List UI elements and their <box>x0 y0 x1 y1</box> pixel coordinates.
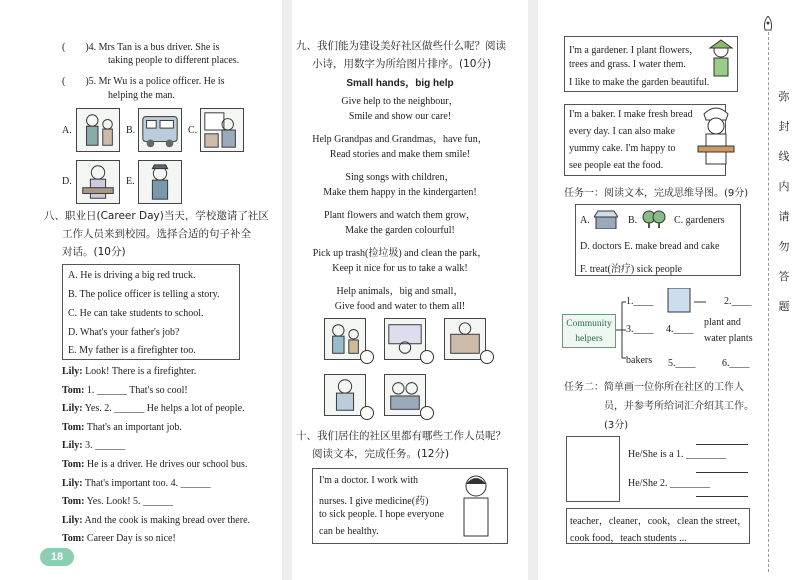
poem-line: Read stories and make them smile! <box>329 149 471 160</box>
picture-c <box>200 108 244 152</box>
option-e: E. My father is a firefighter too. <box>68 345 196 356</box>
picture-b <box>138 108 182 152</box>
baker-line: every day. I can also make <box>569 126 675 137</box>
pic-label-d: D. <box>62 176 72 187</box>
dialog <box>62 366 250 552</box>
pic-label-c: C. <box>188 125 198 136</box>
poem-line: Pick up trash(捡垃圾) and clean the park， <box>312 248 488 259</box>
poem-line: Sing songs with children， <box>345 172 455 183</box>
poem-line: Plant flowers and watch them grow， <box>324 210 476 221</box>
answer-circle[interactable] <box>480 350 494 364</box>
picture-e <box>138 160 182 204</box>
heshe-line-1: He/She is a 1. ________ <box>628 449 727 460</box>
baker-line: yummy cake. I'm happy to <box>569 143 676 154</box>
pic-label-a: A. <box>62 125 72 136</box>
doctor-line: nurses. I give medicine(药) <box>319 496 429 507</box>
answer-circle[interactable] <box>360 406 374 420</box>
option-d: D. What's your father's job? <box>68 327 180 338</box>
writing-line[interactable] <box>696 496 748 497</box>
doctor-line: to sick people. I hope everyone <box>319 509 444 520</box>
task2-title-3: (3分) <box>604 420 629 431</box>
sec8-title-3: 对话。(10分) <box>62 246 126 258</box>
doctor-line: I'm a doctor. I work with <box>319 475 419 486</box>
picture-d <box>76 160 120 204</box>
margin-notice: 弥 封 线 内 请 勿 答 题 <box>778 90 790 313</box>
word-bank-line: teacher，cleaner，cook，clean the street， <box>570 516 748 527</box>
poem <box>290 92 510 320</box>
answer-circle[interactable] <box>360 350 374 364</box>
word-bank-line: cook food，teach students ... <box>570 533 687 544</box>
task2-title-1: 任务二：简单画一位你所在社区的工作人 <box>564 382 744 393</box>
poem-line: Give food and water to them all! <box>334 301 466 312</box>
doctor-illustration <box>458 472 494 540</box>
q5-line: ( )5. Mr Wu is a police officer. He is <box>62 76 225 87</box>
map-label-2: 2.____ <box>724 296 752 307</box>
rocket-icon <box>763 16 773 34</box>
sec8-title-2: 工作人员来到校园。选择合适的句子补全 <box>62 228 251 240</box>
baker-line: I'm a baker. I make fresh bread <box>569 109 693 120</box>
poem-line: Give help to the neighbour， <box>341 96 459 107</box>
pic-label-e: E. <box>126 176 135 187</box>
dialog-line: Tom: 1. ______ That's so cool! <box>62 384 188 396</box>
sec8-options-box <box>62 264 240 360</box>
task1-options-box <box>575 204 741 276</box>
baker-illustration <box>694 104 738 170</box>
map-label-3: 3.____ <box>626 324 654 335</box>
store-icon <box>594 209 618 229</box>
task1-opt-a: A. <box>580 215 590 226</box>
poem-line: Make them happy in the kindergarten! <box>323 187 477 198</box>
poem-title: Small hands，big help <box>346 78 454 89</box>
dialog-line: Lily: And the cook is making bread over there. <box>62 514 251 526</box>
answer-circle[interactable] <box>420 406 434 420</box>
dialog-line: Lily: Look! There is a firefighter. <box>62 366 197 377</box>
map-label-4: 4.____ <box>666 324 694 335</box>
task1-title: 任务一：阅读文本，完成思维导图。(9分) <box>564 188 749 199</box>
poem-line: Make the garden colourful! <box>345 225 455 236</box>
option-a: A. He is driving a big red truck. <box>68 270 196 281</box>
dialog-line: Lily: 3. ______ <box>62 440 126 452</box>
writing-line[interactable] <box>696 444 748 445</box>
poem-line: Help animals，big and small， <box>336 286 464 297</box>
picture-a <box>76 108 120 152</box>
map-label-5: 5.____ <box>668 358 696 369</box>
doctor-line: can be healthy. <box>319 526 379 537</box>
task2-title-2: 员，并参考所给词汇介绍其工作。 <box>604 401 754 412</box>
map-label-1: 1.____ <box>626 296 654 307</box>
word-bank-box <box>566 508 750 544</box>
writing-line[interactable] <box>696 472 748 473</box>
task1-opt-b: B. <box>628 215 638 226</box>
map-label-water: water plants <box>704 333 753 344</box>
dialog-line: Tom: Career Day is so nice! <box>62 533 176 545</box>
task1-opt-c: C. gardeners <box>674 215 725 226</box>
poem-line: Keep it nice for us to take a walk! <box>332 263 468 274</box>
page-number: 18 <box>40 548 74 566</box>
sec8-title-1: 八、职业日(Career Day)当天，学校邀请了社区 <box>44 210 269 222</box>
q4-line-b: taking people to different places. <box>108 55 240 66</box>
poem-line: Help Grandpas and Grandmas，have fun， <box>312 134 488 145</box>
dialog-line: Tom: That's an important job. <box>62 421 182 433</box>
sec9-title-2: 小诗，用数字为所给图片排序。(10分) <box>312 58 492 70</box>
option-b: B. The police officer is telling a story. <box>68 289 220 300</box>
gardener-illustration <box>704 38 738 80</box>
map-label-plant: plant and <box>704 317 741 328</box>
poem-line: Smile and show our care! <box>348 111 452 122</box>
option-c: C. He can take students to school. <box>68 308 204 319</box>
gardener-line: trees and grass. I water them. <box>569 59 686 70</box>
map-center: Community helpers <box>562 314 616 348</box>
trees-icon <box>642 209 666 229</box>
heshe-line-2: He/She 2. ________ <box>628 478 710 489</box>
gardener-line: I'm a gardener. I plant flowers， <box>569 45 700 56</box>
drawing-box[interactable] <box>566 436 620 502</box>
dialog-line: Tom: Yes. Look! 5. ______ <box>62 496 174 508</box>
sec10-title-2: 阅读文本，完成任务。(12分) <box>312 448 450 460</box>
dialog-line: Lily: That's important too. 4. ______ <box>62 477 211 489</box>
q5-line-b: helping the man. <box>108 90 175 101</box>
map-label-bakers: bakers <box>626 355 653 366</box>
dialog-line: Lily: Yes. 2. ______ He helps a lot of people. <box>62 403 245 415</box>
sec9-title-1: 九、我们能为建设美好社区做些什么呢？阅读 <box>296 40 506 52</box>
seal-line <box>768 22 769 572</box>
gardener-line: I like to make the garden beautiful. <box>569 77 710 88</box>
pic-label-b: B. <box>126 125 136 136</box>
dialog-line: Tom: He is a driver. He drives our school bus. <box>62 458 248 470</box>
q4-line: ( )4. Mrs Tan is a bus driver. She is <box>62 42 220 53</box>
task1-opt-de: D. doctors E. make bread and cake <box>580 241 720 252</box>
map-label-6: 6.____ <box>722 358 750 369</box>
baker-line: see people eat the food. <box>569 160 664 171</box>
sec10-title-1: 十、我们居住的社区里都有哪些工作人员呢？ <box>296 430 506 442</box>
task1-opt-f: F. treat(治疗) sick people <box>580 264 682 275</box>
answer-circle[interactable] <box>420 350 434 364</box>
